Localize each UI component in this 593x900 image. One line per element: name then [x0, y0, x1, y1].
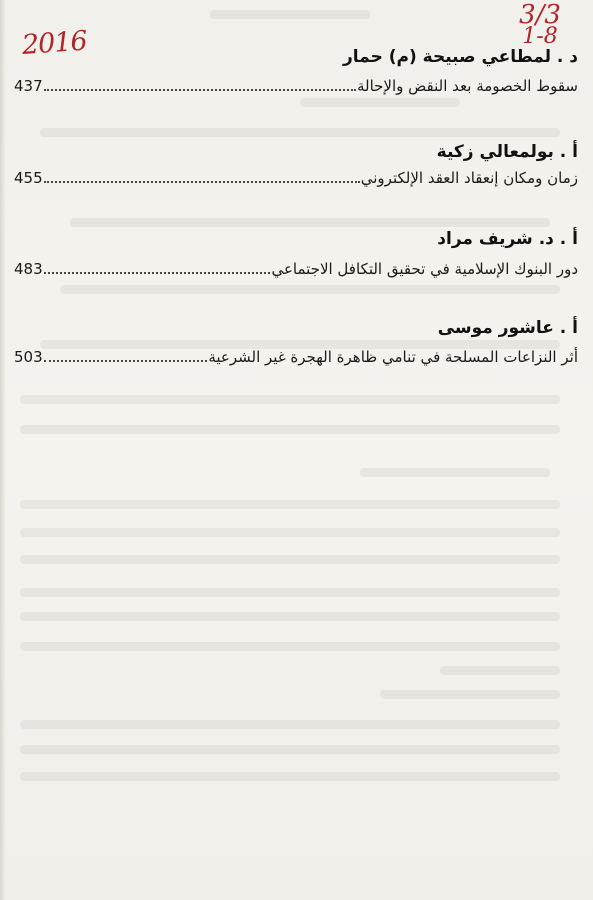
bleed-through [380, 690, 560, 699]
bleed-through [20, 555, 560, 564]
bleed-through [20, 588, 560, 597]
toc-title: دور البنوك الإسلامية في تحقيق التكافل الاجتماعي [271, 260, 578, 278]
bleed-through [20, 395, 560, 404]
toc-title: سقوط الخصومة بعد النقض والإحالة [356, 77, 578, 95]
bleed-through [440, 666, 560, 675]
toc-author: د . لمطاعي صبيحة (م) حمار [343, 47, 578, 67]
toc-line [14, 73, 578, 95]
toc-title: زمان ومكان إنعقاد العقد الإلكتروني [360, 169, 578, 187]
handwritten-year: 2016 [20, 25, 88, 61]
bleed-through [60, 285, 560, 294]
bleed-through [20, 612, 560, 621]
toc-page-number: 455 [14, 169, 43, 187]
dot-leader [44, 359, 208, 362]
handwritten-shelf-mark [501, 2, 579, 48]
bleed-through [20, 745, 560, 754]
toc-line [14, 344, 578, 366]
dot-leader [44, 271, 271, 274]
spine-shadow [0, 0, 6, 900]
handwritten-code-top: 3/3 [519, 0, 561, 30]
toc-page-number: 483 [14, 260, 43, 278]
bleed-through [20, 500, 560, 509]
toc-page-number: 503 [14, 348, 43, 366]
bleed-through [20, 720, 560, 729]
toc-author: أ . عاشور موسى [437, 318, 578, 338]
bleed-through [40, 128, 560, 137]
dot-leader [44, 180, 360, 183]
bleed-through [20, 425, 560, 434]
toc-line [14, 256, 578, 278]
bleed-through [360, 468, 550, 477]
toc-line [14, 165, 578, 187]
toc-author: أ . بولمعالي زكية [436, 142, 578, 162]
bleed-through [210, 10, 370, 19]
toc-title: أثر النزاعات المسلحة في تنامي ظاهرة الهجرة غير الشرعية [208, 348, 578, 366]
bleed-through [70, 218, 550, 227]
handwritten-code-bottom: 1-8 [522, 24, 558, 49]
bleed-through [300, 98, 460, 107]
bleed-through [20, 528, 560, 537]
bleed-through-mark [88, 856, 102, 866]
toc-author: أ . د. شريف مراد [437, 229, 578, 249]
toc-page-number: 437 [14, 77, 43, 95]
dot-leader [44, 88, 356, 91]
bleed-through [20, 772, 560, 781]
bleed-through [20, 642, 560, 651]
